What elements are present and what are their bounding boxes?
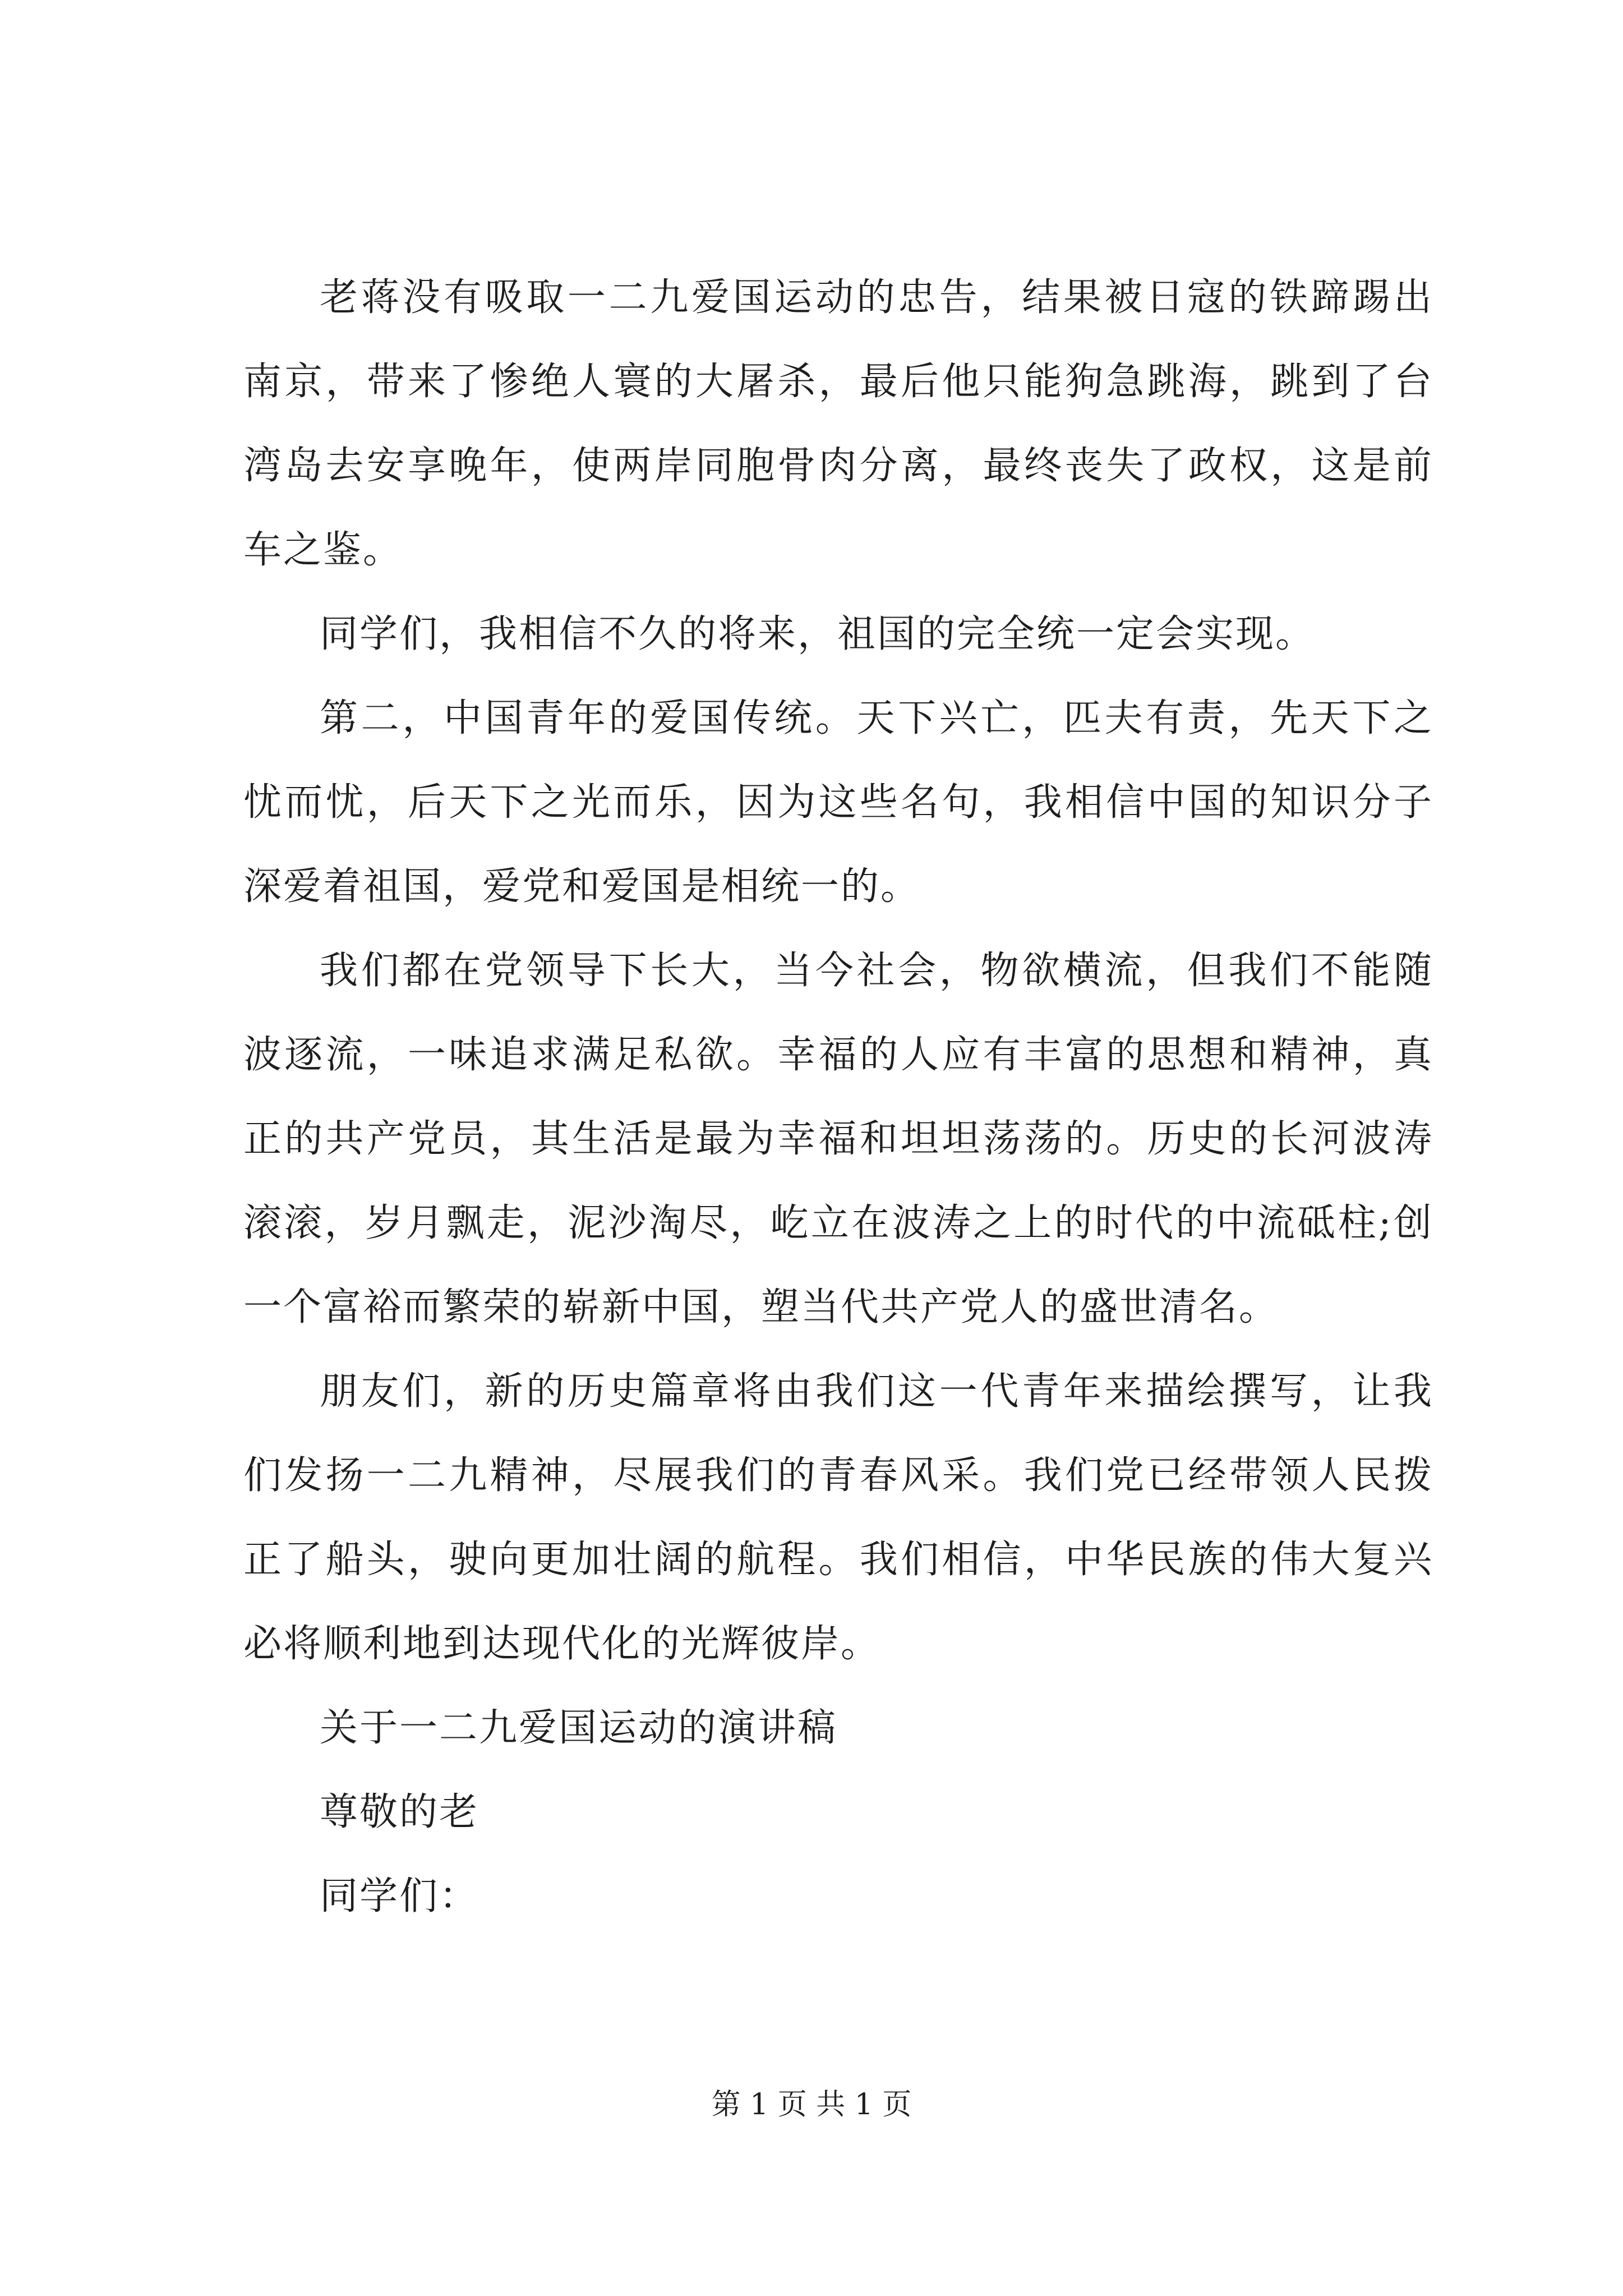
salutation: 尊敬的老 [320,1790,479,1834]
speech-title: 关于一二九爱国运动的演讲稿 [320,1706,838,1750]
paragraph: 老蒋没有吸取一二九爱国运动的忠告，结果被日寇的铁蹄踢出南京，带来了惨绝人寰的大屠杀，最后他只能狗急跳海，跳到了台湾岛去安享晚年，使两岸同胞骨肉分离，最终丧失了政权，这是前车之鉴。 [243,275,1433,572]
salutation: 同学们： [320,1874,479,1918]
document-body [243,256,1433,1939]
page-number: 第 1 页 共 1 页 [711,2088,912,2122]
paragraph: 第二，中国青年的爱国传统。天下兴亡，匹夫有责，先天下之忧而忧，后天下之光而乐，因为这些名句，我相信中国的知识分子深爱着祖国，爱党和爱国是相统一的。 [243,696,1433,909]
paragraph: 朋友们，新的历史篇章将由我们这一代青年来描绘撰写，让我们发扬一二九精神，尽展我们的青春风采。我们党已经带领人民拨正了船头，驶向更加壮阔的航程。我们相信，中华民族的伟大复兴必将顺利地到达现代化的光辉彼岸。 [243,1369,1433,1666]
paragraph: 我们都在党领导下长大，当今社会，物欲横流，但我们不能随波逐流，一味追求满足私欲。幸福的人应有丰富的思想和精神，真正的共产党员，其生活是最为幸福和坦坦荡荡的。历史的长河波涛滚滚，岁月飘走，泥沙淘尽，屹立在波涛之上的时代的中流砥柱;创一个富裕而繁荣的崭新中国，塑当代共产党人的盛世清名。 [243,949,1433,1329]
paragraph: 同学们，我相信不久的将来，祖国的完全统一定会实现。 [320,612,1316,656]
